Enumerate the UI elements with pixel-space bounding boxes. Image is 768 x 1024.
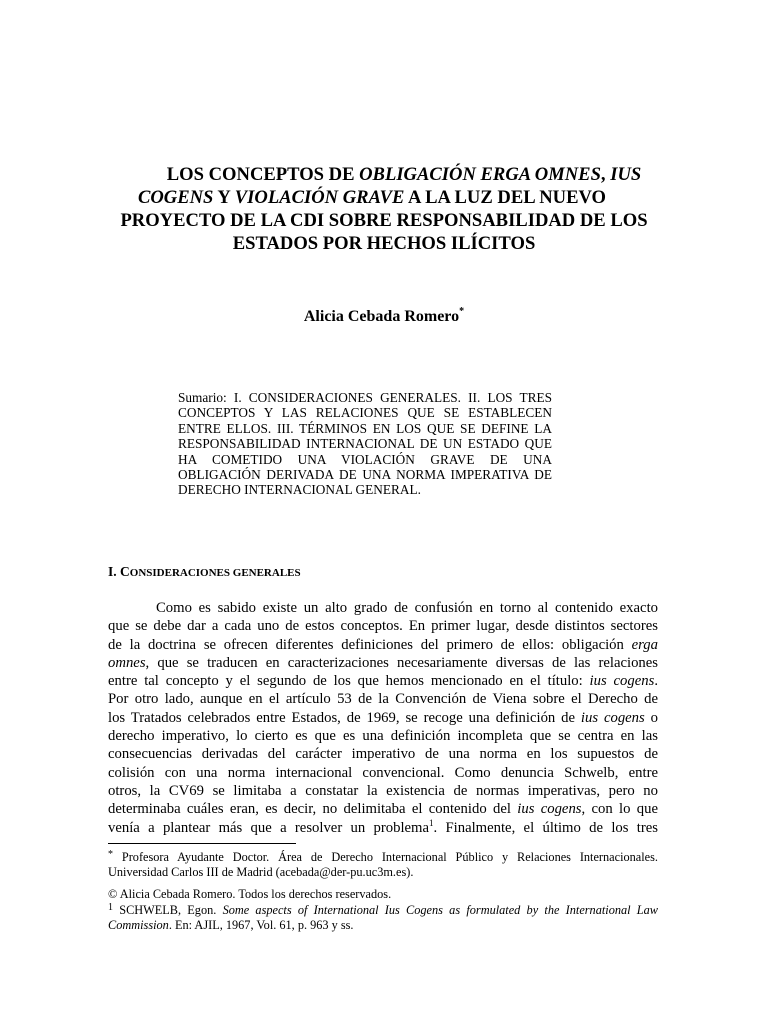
- summary-line: DERECHO INTERNACIONAL GENERAL.: [178, 482, 421, 498]
- body-line: consecuencias derivadas del carácter imperativo de una norma en los supuestos de: [108, 746, 658, 763]
- body-line: los Tratados celebrados entre Estados, de 1969, se recoge una definición de ius cogens o: [108, 709, 658, 726]
- body-line: Como es sabido existe un alto grado de confusión en torno al contenido exacto: [156, 600, 658, 616]
- body-line: otros, la CV69 se limitaba a constatar la existencia de normas imperativas, pero no: [108, 782, 658, 799]
- title-line-2: COGENS Y VIOLACIÓN GRAVE A LA LUZ DEL NUEVO: [137, 187, 607, 208]
- summary-line: ENTRE ELLOS. III. TÉRMINOS EN LOS QUE SE DEFINE LA: [178, 420, 552, 436]
- body-line: determinaba cuáles eran, es decir, no delimitaba el contenido del ius cogens, con lo que: [108, 801, 658, 818]
- author-name: Alicia Cebada Romero*: [303, 306, 465, 325]
- footnote-ref-1[interactable]: 1: [429, 817, 434, 828]
- summary-line: RESPONSABILIDAD INTERNACIONAL DE UN ESTADO QUE: [178, 436, 552, 452]
- body-line: colisión con una norma internacional convencional. Como denuncia Schwelb, entre: [108, 764, 658, 781]
- copyright-notice: © Alicia Cebada Romero. Todos los derechos reservados.: [108, 887, 392, 902]
- footnote-1-line: $^1$ SCHWELB, Egon. Some aspects of International Ius Cogens as formulated by the International Law: [108, 901, 658, 917]
- title-line-4: ESTADOS POR HECHOS ILÍCITOS: [232, 233, 536, 254]
- title-line-1: LOS CONCEPTOS DE OBLIGACIÓN ERGA OMNES, IUS: [166, 164, 642, 185]
- body-line: entre tal concepto y el segundo de los que hemos mencionado en el título: ius cogens.: [108, 673, 658, 690]
- body-line: Por otro lado, aunque en el artículo 53 de la Convención de Viena sobre el Derecho de: [108, 691, 658, 708]
- footnote-author-line: Universidad Carlos III de Madrid (acebada@der-pu.uc3m.es).: [108, 865, 414, 880]
- footnote-separator: [108, 843, 296, 844]
- summary-block: [178, 390, 552, 498]
- body-line: de la doctrina se ofrecen diferentes definiciones del primero de ellos: obligación erga: [108, 636, 658, 653]
- summary-line: HA COMETIDO UNA VIOLACIÓN GRAVE DE UNA: [178, 451, 552, 467]
- footnotes-block: [108, 850, 658, 933]
- footnote-author-line: * Profesora Ayudante Doctor. Área de Derecho Internacional Público y Relaciones Internacionales.: [108, 849, 658, 864]
- title-line-3: PROYECTO DE LA CDI SOBRE RESPONSABILIDAD DE LOS: [120, 210, 648, 231]
- body-line: venía a plantear más que a resolver un problema$^1$. Finalmente, el último de los tres: [108, 817, 658, 836]
- author-footnote-mark: *: [459, 306, 465, 317]
- section-heading: I. CONSIDERACIONES GENERALES: [108, 564, 301, 579]
- footnote-1-line: Commission. En: AJIL, 1967, Vol. 61, p. 963 y ss.: [108, 917, 354, 932]
- document-title: [110, 163, 658, 255]
- body-line: derecho imperativo, lo cierto es que es una definición incompleta que se centra en las: [108, 728, 658, 745]
- body-line: omnes, que se traducen en caracterizaciones necesariamente diversas de las relaciones: [108, 654, 658, 671]
- summary-line: OBLIGACIÓN DERIVADA DE UNA NORMA IMPERATIVA DE: [178, 466, 552, 482]
- body-paragraph: [108, 599, 658, 837]
- summary-line: CONCEPTOS Y LAS RELACIONES QUE SE ESTABLECEN: [178, 405, 552, 421]
- body-line: que se debe dar a cada uno de estos conceptos. En primer lugar, desde distintos sectores: [108, 618, 658, 635]
- summary-line: Sumario: I. CONSIDERACIONES GENERALES. II. LOS TRES: [178, 390, 552, 405]
